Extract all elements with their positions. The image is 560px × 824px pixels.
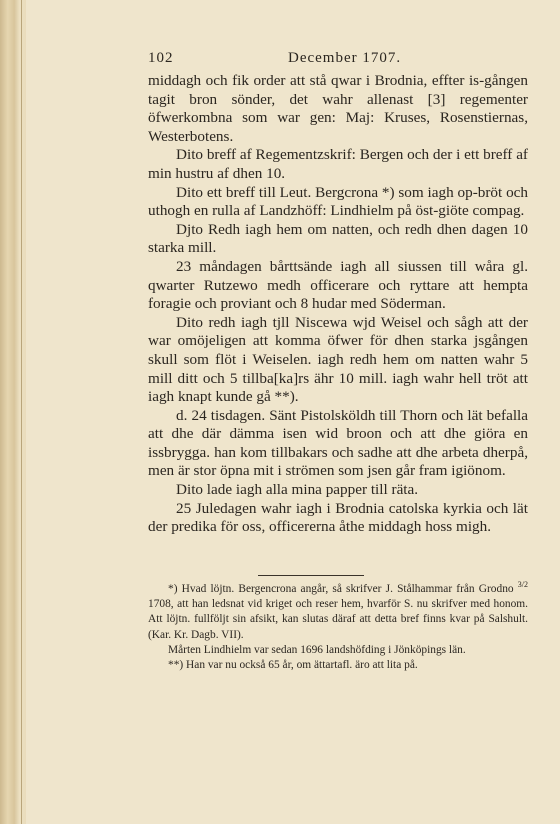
paragraph: 23 måndagen bårttsände iagh all siussen till wåra gl. qwarter Rutzewo medh officerare och ryttare att hempta foragie och proviant och 8 hudar med Söderman. (148, 257, 528, 313)
main-text (148, 72, 528, 537)
running-header (148, 50, 528, 70)
footnote-1-continuation: Mårten Lindhielm var sedan 1696 landshöfding i Jönköpings län. (168, 643, 466, 656)
footnote-1 (148, 582, 528, 643)
paragraph: Dito lade iagh alla mina papper till räta. (176, 481, 419, 499)
paragraph: 25 Juledagen wahr iagh i Brodnia catolska kyrkia och lät der predika för oss, officererna åthe middagh hoss migh. (148, 499, 528, 536)
paragraph: Dito redh iagh tjll Niscewa wjd Weisel och sågh att der war omöjeligen att komma öfwer för dhen starka jsgången skull som flöt i Weiselen. iagh redh hem om natten wahr 5 mill ditt och 5 tillba[ka]rs ähr 10 mill. iagh wahr hell tröt att iagh knapt kunde gå **). (148, 313, 528, 406)
footnote-2: **) Han var nu också 65 år, om ättartafl. äro att lita på. (168, 659, 418, 672)
footnote-1-text-b: 1708, att han ledsnat vid kriget och reser hem, hvarför S. nu skrifver med honom. Att löjtn. fullföljt sin afsikt, kan slutas däraf att detta bref finns kvar på Salshult. (Kar. Kr. Dagb. VII). (148, 598, 528, 641)
footnote-divider (258, 575, 364, 576)
paragraph: Dito ett breff till Leut. Bergcrona *) som iagh op-bröt och uthogh en rulla af Landzhöff: Lindhielm på öst-giöte compag. (148, 183, 528, 220)
paragraph: Djto Redh iagh hem om natten, och redh dhen dagen 10 starka mill. (148, 220, 528, 257)
footnotes (148, 582, 528, 673)
paragraph: d. 24 tisdagen. Sänt Pistolsköldh till Thorn och lät befalla att dhe där dämma isen wid broon och att dhe giöra en issbrygga. han kom tillbakars och sadhe att dhe arbeta dherpå, men är stor öpna mit i strömen som jsen går fram igiönom. (148, 406, 528, 480)
paragraph: Dito breff af Regementzskrif: Bergen och der i ett breff af min hustru af dhen 10. (148, 146, 528, 182)
footnote-1-date-fraction: 3/2 (517, 580, 528, 590)
paragraph-continuation: middagh och fik order att stå qwar i Brodnia, effter is-gången tagit bron sönder, det wahr allenast [3] regementer öfwerkombna som war gen: Maj: Kruses, Rosenstiernas, Westerbotens. (148, 72, 528, 145)
running-title: December 1707. (288, 50, 402, 66)
footnote-1-text-a: *) Hvad löjtn. Bergencrona angår, så skrifver J. Stålhammar från Grodno (168, 583, 518, 595)
page-number: 102 (148, 50, 174, 66)
book-spine-edge (0, 0, 26, 824)
